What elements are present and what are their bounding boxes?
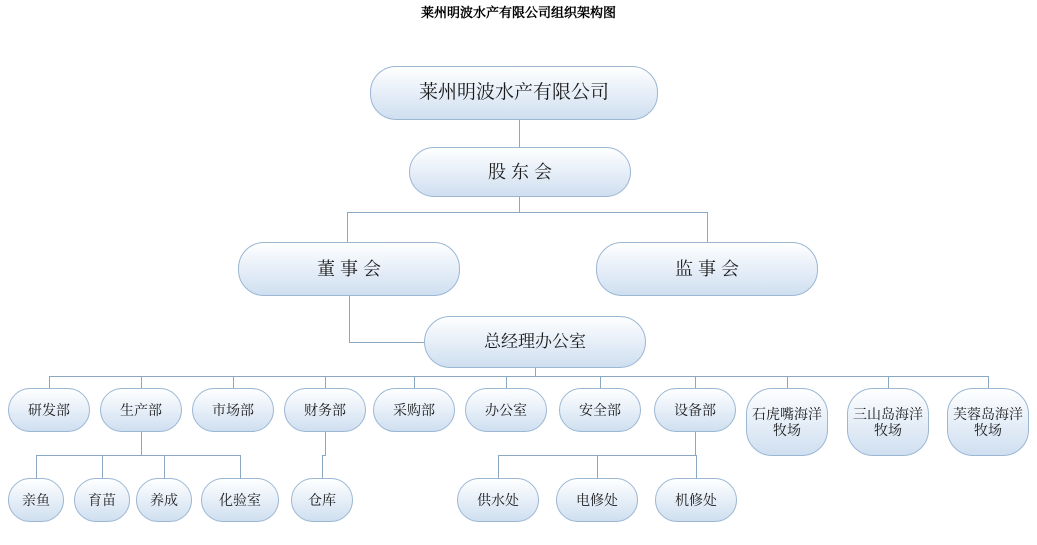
connector-gm-down: [535, 368, 536, 376]
org-node-label: 财务部: [304, 401, 346, 418]
org-node-production[interactable]: [100, 388, 182, 432]
connector-eq-watersupply: [498, 455, 499, 478]
connector-production-down: [141, 432, 142, 455]
org-node-market[interactable]: [192, 388, 274, 432]
connector-eq-mechanic: [696, 455, 697, 478]
org-node-label: 机修处: [675, 491, 717, 508]
org-node-label: 市场部: [212, 401, 254, 418]
org-node-label: 化验室: [219, 491, 261, 508]
org-node-label: 设备部: [674, 401, 716, 418]
connector-prod-lab: [240, 455, 241, 478]
org-node-lab[interactable]: [201, 478, 279, 522]
connector-finance-down: [325, 432, 326, 455]
org-node-label: 办公室: [485, 401, 527, 418]
org-node-label: 育苗: [88, 491, 116, 508]
org-node-purchase[interactable]: [373, 388, 455, 432]
org-node-electric[interactable]: [556, 478, 638, 522]
connector-bus-rd: [49, 376, 50, 388]
connector-bus-equipment: [695, 376, 696, 388]
page-title: 莱州明波水产有限公司组织架构图: [420, 5, 616, 20]
org-node-shareholders[interactable]: [409, 147, 631, 197]
org-node-company[interactable]: [370, 66, 658, 120]
org-node-label: 研发部: [28, 401, 70, 418]
connector-bus-to-board: [347, 212, 348, 242]
org-node-label: 董 事 会: [316, 258, 381, 279]
connector-equipment-down: [695, 432, 696, 455]
org-node-label: 电修处: [576, 491, 618, 508]
org-node-label: 三山岛海洋牧场: [853, 405, 923, 438]
org-node-label: 芙蓉岛海洋牧场: [953, 405, 1023, 438]
org-node-board[interactable]: [238, 242, 460, 296]
connector-prod-seedling: [102, 455, 103, 478]
connector-prod-broodfish: [36, 455, 37, 478]
org-node-sanshandao[interactable]: [847, 388, 929, 456]
org-node-label: 安全部: [579, 401, 621, 418]
connector-eq-electric: [597, 455, 598, 478]
connector-shareholders-bus: [347, 212, 707, 213]
org-node-label: 莱州明波水产有限公司: [418, 82, 609, 104]
connector-board-down: [349, 296, 350, 342]
org-node-rd[interactable]: [8, 388, 90, 432]
connector-bus-market: [233, 376, 234, 388]
connector-bus-to-supervisors: [707, 212, 708, 242]
org-node-furongdao[interactable]: [947, 388, 1029, 456]
org-node-label: 亲鱼: [22, 491, 50, 508]
org-node-gm-office[interactable]: [424, 316, 646, 368]
org-node-equipment[interactable]: [654, 388, 736, 432]
connector-level4-bus: [49, 376, 988, 377]
org-node-label: 供水处: [477, 491, 519, 508]
connector-bus-shihuzui: [787, 376, 788, 388]
org-node-label: 仓库: [308, 491, 336, 508]
connector-bus-finance: [325, 376, 326, 388]
org-node-label: 监 事 会: [674, 258, 739, 279]
org-node-label: 总经理办公室: [484, 332, 586, 352]
org-node-watersupply[interactable]: [457, 478, 539, 522]
org-node-finance[interactable]: [284, 388, 366, 432]
org-node-warehouse[interactable]: [291, 478, 353, 522]
connector-bus-safety: [600, 376, 601, 388]
connector-prod-growout: [164, 455, 165, 478]
org-node-mechanic[interactable]: [655, 478, 737, 522]
org-node-shihuzui[interactable]: [746, 388, 828, 456]
org-node-office[interactable]: [465, 388, 547, 432]
org-node-broodfish[interactable]: [8, 478, 64, 522]
org-node-label: 生产部: [120, 401, 162, 418]
connector-finance-warehouse: [322, 455, 323, 478]
org-node-growout[interactable]: [136, 478, 192, 522]
connector-bus-office: [506, 376, 507, 388]
org-node-seedling[interactable]: [74, 478, 130, 522]
org-node-label: 养成: [150, 491, 178, 508]
org-node-label: 股 东 会: [487, 161, 552, 182]
connector-shareholders-down: [519, 197, 520, 212]
connector-production-bus: [36, 455, 240, 456]
org-node-label: 采购部: [393, 401, 435, 418]
org-node-label: 石虎嘴海洋牧场: [752, 405, 822, 438]
org-node-safety[interactable]: [559, 388, 641, 432]
org-node-supervisors[interactable]: [596, 242, 818, 296]
connector-board-to-gm: [349, 342, 425, 343]
connector-bus-sanshandao: [888, 376, 889, 388]
connector-bus-purchase: [414, 376, 415, 388]
connector-bus-furongdao: [988, 376, 989, 388]
connector-company-to-shareholders: [519, 120, 520, 147]
connector-bus-production: [141, 376, 142, 388]
